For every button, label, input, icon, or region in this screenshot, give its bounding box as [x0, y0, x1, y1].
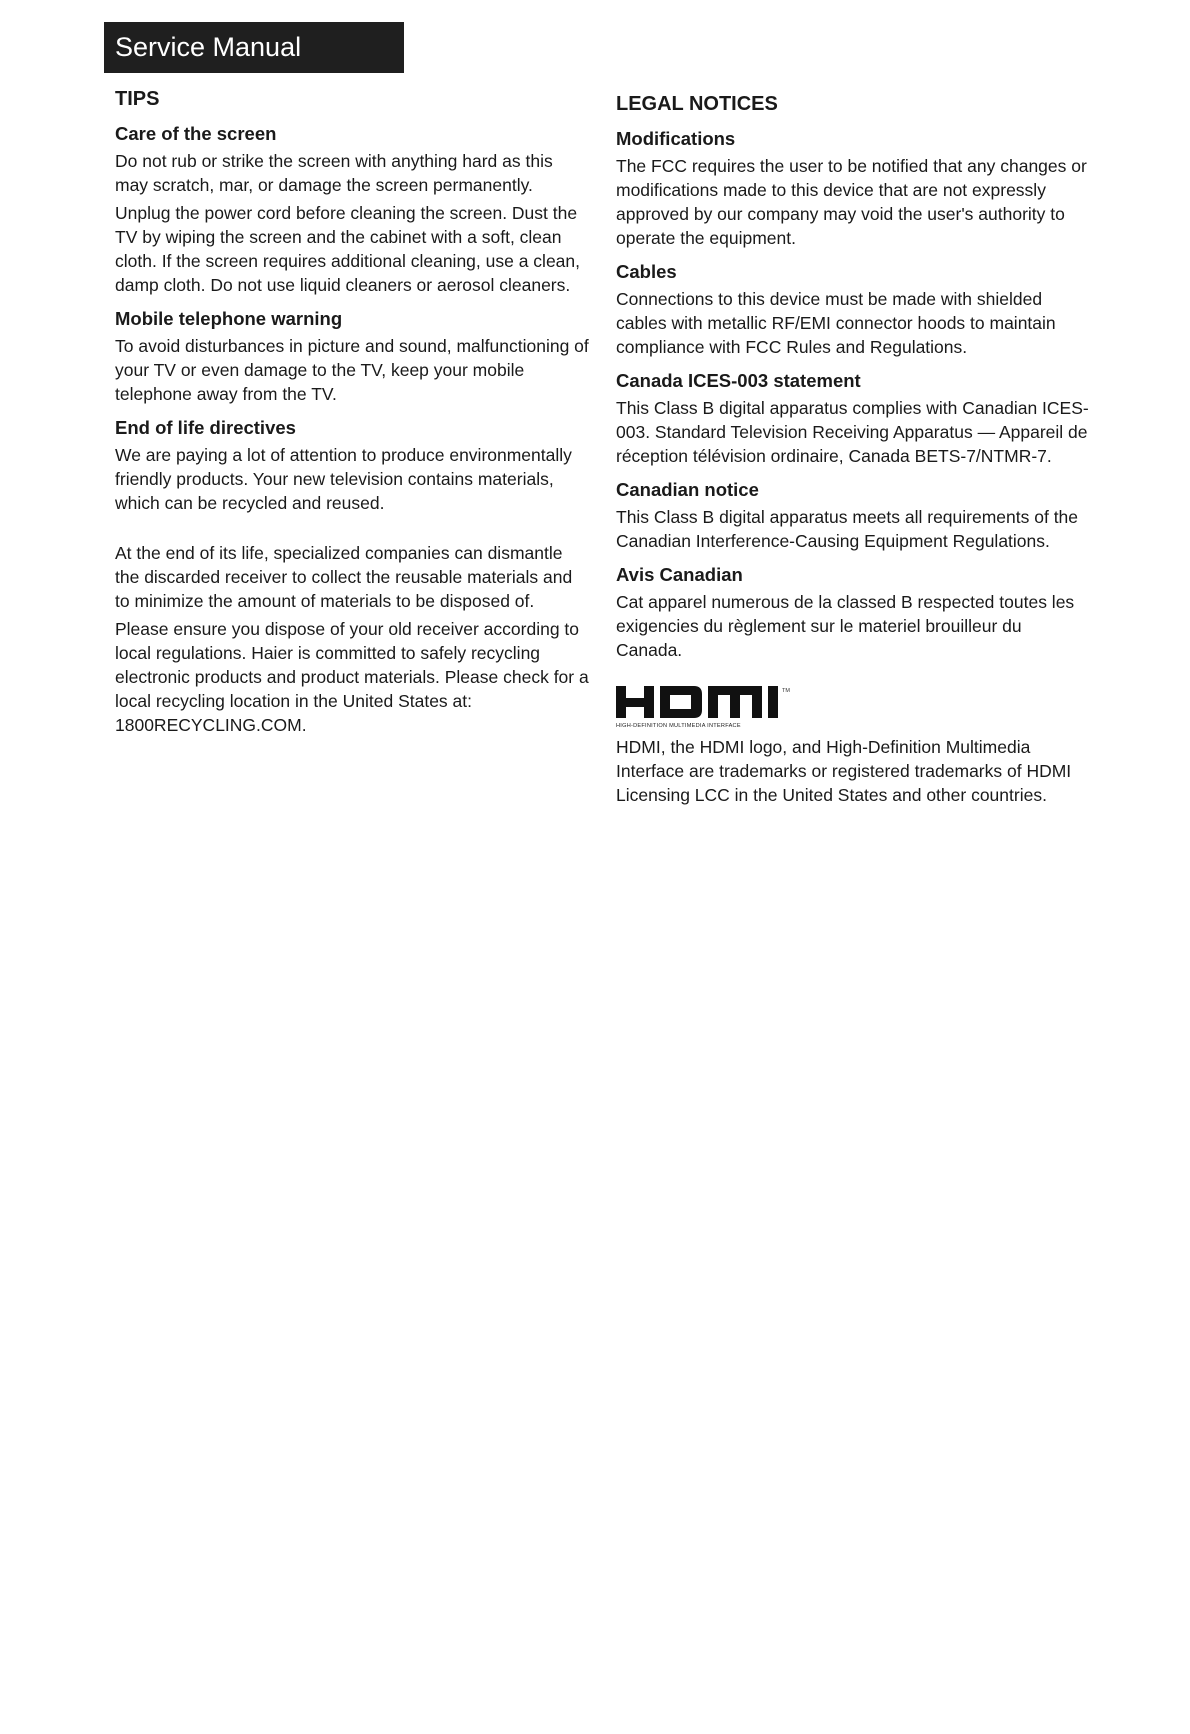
care-paragraph-2: Unplug the power cord before cleaning the screen. Dust the TV by wiping the screen and the cabinet with a soft, clean cloth. If the screen requires additional cleaning, use a clean, damp cloth. Do not use liquid cleaners or aerosol cleaners. [115, 203, 581, 295]
page-header [104, 22, 404, 73]
ices-paragraph: This Class B digital apparatus complies with Canadian ICES-003. Standard Television Receiving Apparatus — Appareil de réception télévision ordinaire, Canada BETS-7/NTMR-7. [616, 398, 1089, 466]
tips-column [115, 88, 590, 741]
eol-heading: End of life directives [115, 417, 296, 438]
hdmi-tagline: HIGH-DEFINITION MULTIMEDIA INTERFACE [616, 723, 741, 729]
eol-paragraph-2: At the end of its life, specialized companies can dismantle the discarded receiver to collect the reusable materials and to minimize the amount of materials to be disposed of. [115, 543, 573, 611]
modifications-heading: Modifications [616, 128, 736, 149]
eol-paragraph-3: Please ensure you dispose of your old receiver according to local regulations. Haier is committed to safely recycling electronic products and product materials. Please check for a local recycling location in the United States at: 1800RECYCLING.COM. [115, 619, 589, 735]
canadian-notice-heading: Canadian notice [616, 479, 759, 500]
mobile-paragraph: To avoid disturbances in picture and sound, malfunctioning of your TV or even damage to the TV, keep your mobile telephone away from the TV. [115, 336, 589, 404]
mobile-heading: Mobile telephone warning [115, 308, 343, 329]
avis-heading: Avis Canadian [616, 564, 743, 585]
care-paragraph-1: Do not rub or strike the screen with anything hard as this may scratch, mar, or damage the screen permanently. [115, 151, 553, 195]
tips-title: TIPS [115, 88, 160, 110]
cables-paragraph: Connections to this device must be made with shielded cables with metallic RF/EMI connector hoods to maintain compliance with FCC Rules and Regulations. [616, 289, 1056, 357]
canadian-notice-paragraph: This Class B digital apparatus meets all requirements of the Canadian Interference-Causing Equipment Regulations. [616, 507, 1079, 551]
cables-heading: Cables [616, 261, 677, 282]
avis-paragraph: Cat apparel numerous de la classed B respected toutes les exigencies du règlement sur le materiel brouilleur du Canada. [616, 592, 1075, 660]
legal-column [616, 93, 1091, 811]
eol-paragraph-1: We are paying a lot of attention to produce environmentally friendly products. Your new television contains materials, which can be recycled and reused. [115, 445, 572, 513]
modifications-paragraph: The FCC requires the user to be notified that any changes or modifications made to this device that are not expressly approved by our company may void the user's authority to operate the equipment. [616, 156, 1087, 248]
legal-title: LEGAL NOTICES [616, 93, 778, 115]
ices-heading: Canada ICES-003 statement [616, 370, 861, 391]
care-heading: Care of the screen [115, 123, 277, 144]
header-title: Service Manual [115, 32, 302, 62]
hdmi-logo [616, 684, 816, 729]
hdmi-paragraph: HDMI, the HDMI logo, and High-Definition Multimedia Interface are trademarks or registered trademarks of HDMI Licensing LCC in the United States and other countries. [616, 737, 1072, 805]
hdmi-tm-mark: TM [782, 688, 790, 694]
hdmi-logo-mark-icon [616, 684, 806, 720]
